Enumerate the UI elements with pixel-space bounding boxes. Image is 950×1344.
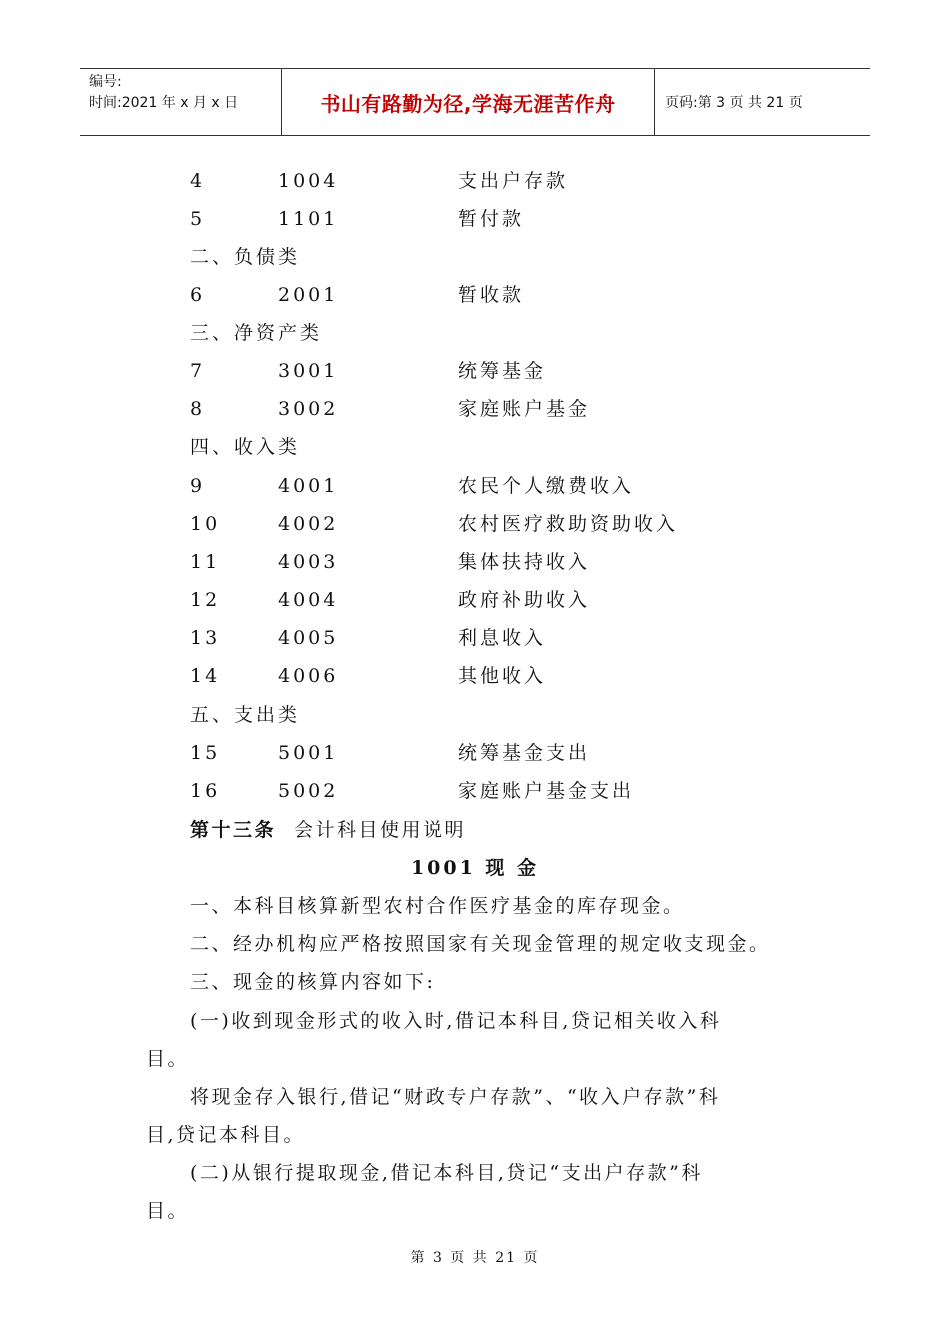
page-footer: 第 3 页 共 21 页 — [410, 1250, 540, 1266]
row-name: 利息收入 — [458, 627, 547, 649]
article-label: 第十三条 — [190, 819, 277, 841]
row-name: 农村医疗救助资助收入 — [458, 513, 679, 535]
row-name: 统筹基金支出 — [458, 742, 591, 764]
page-header — [80, 68, 870, 136]
row-name: 农民个人缴费收入 — [458, 475, 635, 497]
row-code: 2001 — [278, 284, 339, 306]
row-name: 其他收入 — [458, 665, 547, 687]
paragraph: 目。 — [146, 1200, 190, 1222]
row-name: 支出户存款 — [458, 170, 569, 192]
article-text: 会计科目使用说明 — [294, 819, 467, 841]
row-code: 3001 — [278, 360, 339, 382]
row-code: 4001 — [278, 475, 339, 497]
row-number: 7 — [190, 360, 206, 382]
paragraph: (一)收到现金形式的收入时,借记本科目,贷记相关收入科 — [190, 1010, 722, 1032]
row-name: 暂收款 — [458, 284, 525, 306]
row-name: 家庭账户基金 — [458, 398, 591, 420]
header-meta — [80, 69, 282, 135]
paragraph: 二、经办机构应严格按照国家有关现金管理的规定收支现金。 — [190, 933, 771, 955]
row-code: 3002 — [278, 398, 339, 420]
category-heading: 五、支出类 — [190, 704, 301, 726]
paragraph: 一、本科目核算新型农村合作医疗基金的库存现金。 — [190, 895, 685, 917]
paragraph: 三、现金的核算内容如下: — [190, 971, 436, 993]
row-code: 1004 — [278, 170, 339, 192]
paragraph: 目,贷记本科目。 — [146, 1124, 306, 1146]
row-number: 12 — [190, 589, 221, 611]
category-heading: 二、负债类 — [190, 246, 301, 268]
row-code: 5002 — [278, 780, 339, 802]
row-code: 1101 — [278, 208, 339, 230]
document-time-label: 时间:2021 年 x 月 x 日 — [89, 95, 239, 111]
row-name: 政府补助收入 — [458, 589, 591, 611]
paragraph: (二)从银行提取现金,借记本科目,贷记“支出户存款”科 — [190, 1162, 703, 1184]
row-name: 统筹基金 — [458, 360, 547, 382]
row-number: 10 — [190, 513, 221, 535]
row-number: 9 — [190, 475, 206, 497]
row-name: 集体扶持收入 — [458, 551, 591, 573]
category-heading: 四、收入类 — [190, 436, 301, 458]
row-number: 6 — [190, 284, 206, 306]
row-number: 16 — [190, 780, 221, 802]
document-number-label: 编号: — [89, 74, 122, 90]
category-heading: 三、净资产类 — [190, 322, 323, 344]
row-name: 暂付款 — [458, 208, 525, 230]
row-name: 家庭账户基金支出 — [458, 780, 635, 802]
row-number: 5 — [190, 208, 206, 230]
row-number: 15 — [190, 742, 221, 764]
row-number: 13 — [190, 627, 221, 649]
row-code: 4005 — [278, 627, 339, 649]
row-number: 11 — [190, 551, 221, 573]
row-code: 4004 — [278, 589, 339, 611]
paragraph: 将现金存入银行,借记“财政专户存款”、“收入户存款”科 — [190, 1086, 721, 1108]
article-heading — [190, 815, 466, 845]
row-number: 8 — [190, 398, 206, 420]
row-code: 4002 — [278, 513, 339, 535]
header-motto: 书山有路勤为径,学海无涯苦作舟 — [282, 69, 655, 135]
header-page-label: 页码:第 3 页 共 21 页 — [665, 95, 803, 111]
row-code: 4003 — [278, 551, 339, 573]
row-code: 4006 — [278, 665, 339, 687]
section-title: 1001 现 金 — [410, 857, 540, 879]
paragraph: 目。 — [146, 1048, 190, 1070]
row-code: 5001 — [278, 742, 339, 764]
row-number: 4 — [190, 170, 206, 192]
row-number: 14 — [190, 665, 221, 687]
